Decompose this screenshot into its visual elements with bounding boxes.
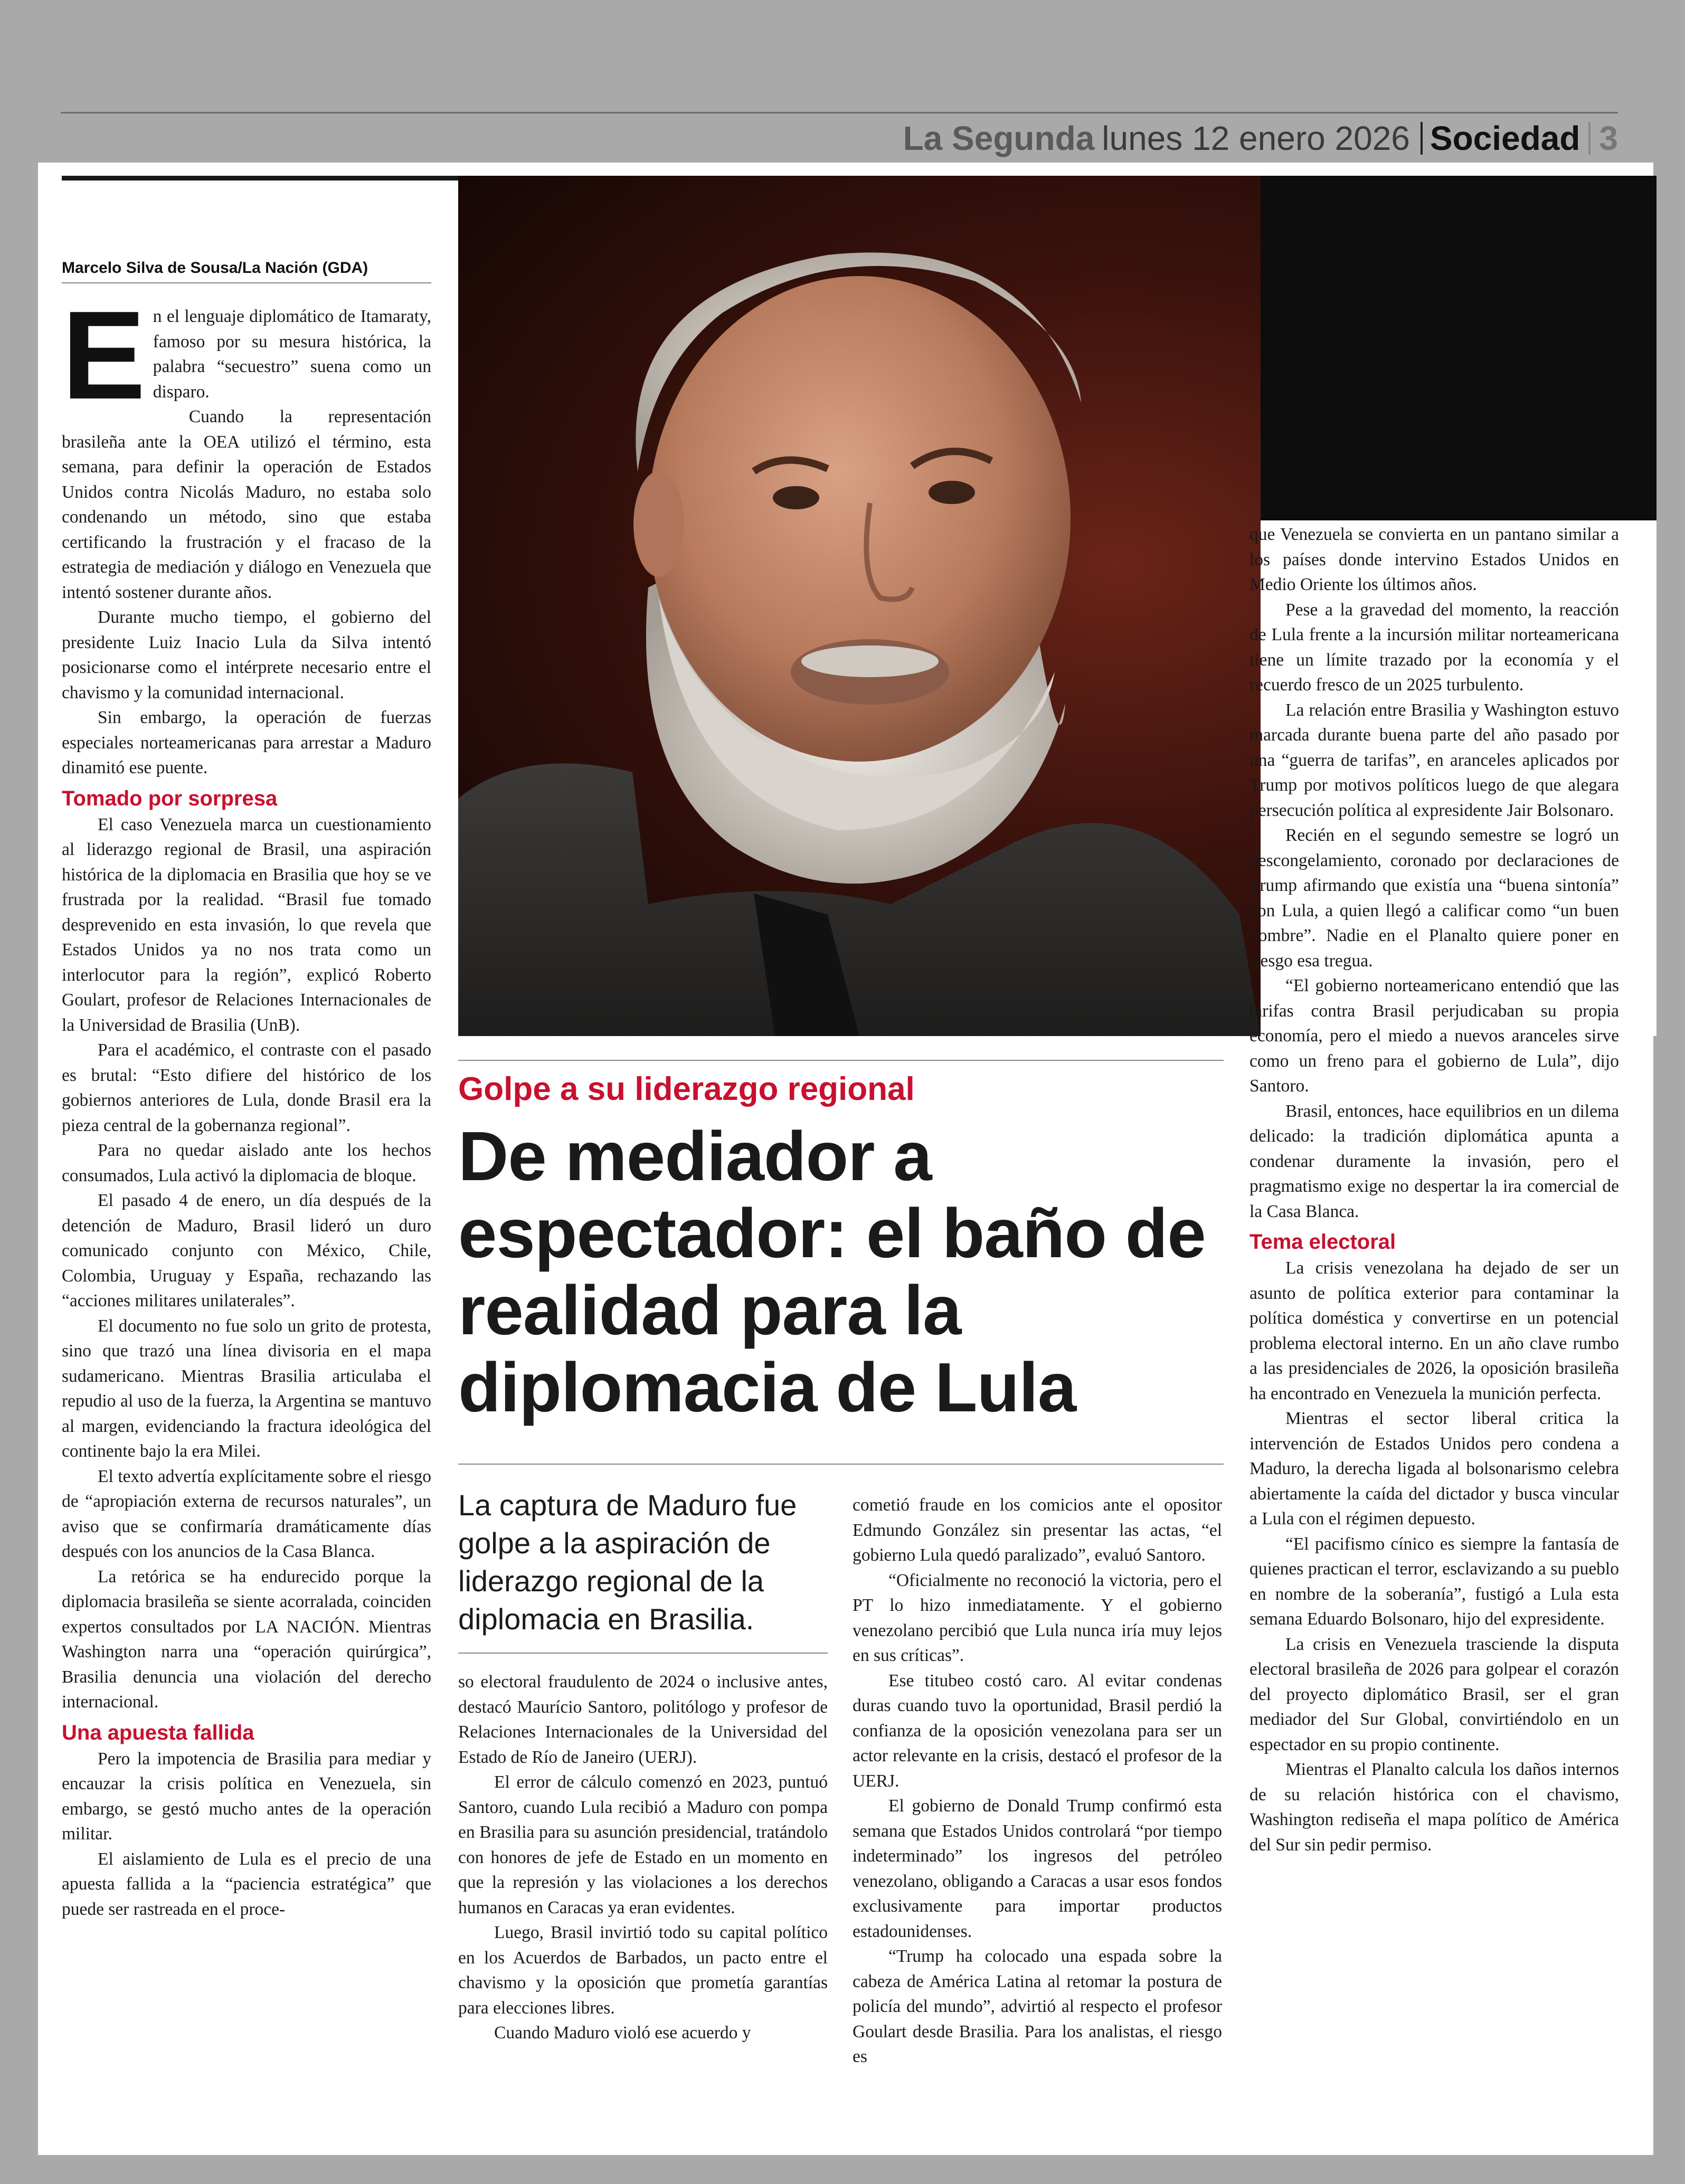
- paragraph: El documento no fue solo un grito de protesta, sino que trazó una línea divisoria en el mapa sudamericano. Mientras Brasilia articulaba el repudio al uso de la fuerza, la Argentina se mantuvo al margen, evidenciando la fractura ideológica del continente bajo la era Milei.: [62, 1316, 431, 1461]
- paragraph: Pese a la gravedad del momento, la reacción de Lula frente a la incursión militar norteamericana tiene un límite trazado por la economía y el recuerdo fresco de un 2025 turbulento.: [1249, 600, 1619, 695]
- kicker: Golpe a su liderazgo regional: [458, 1071, 915, 1107]
- paragraph: El error de cálculo comenzó en 2023, puntuó Santoro, cuando Lula recibió a Maduro con pompa en Brasilia para su asunción presidencial, tratándolo con honores de jefe de Estado en un momento en que la represión y las violaciones a los derechos humanos en Caracas ya eran evidentes.: [458, 1772, 828, 1917]
- deck: La captura de Maduro fue golpe a la aspiración de liderazgo regional de la diplomacia en Brasilia.: [458, 1488, 797, 1636]
- headline-rule-bottom: [458, 1464, 1224, 1465]
- paragraph: Pero la impotencia de Brasilia para mediar y encauzar la crisis política en Venezuela, sin embargo, se gestó mucho antes de la operación militar.: [62, 1749, 431, 1844]
- paragraph: que Venezuela se convierta en un pantano similar a los países donde intervino Estados Unidos en Medio Oriente los últimos años.: [1249, 525, 1619, 594]
- paragraph: Para el académico, el contraste con el pasado es brutal: “Esto difiere del histórico de los gobiernos anteriores de Lula, donde Brasil era la pieza central de la gobernanza regional”.: [62, 1040, 431, 1135]
- paragraph: El caso Venezuela marca un cuestionamiento al liderazgo regional de Brasil, una aspiración histórica de la diplomacia en Brasilia que hoy se ve frustrada por la realidad. “Brasil fue tomado desprevenido en esta invasión, lo que revela que Estados Unidos ya no nos trata como un interlocutor para la región”, explicó Roberto Goulart, profesor de Relaciones Internacionales de la Universidad de Brasilia (UnB).: [62, 814, 431, 1035]
- page-number: 3: [1599, 119, 1618, 157]
- paragraph: Ese titubeo costó caro. Al evitar condenas duras cuando tuvo la oportunidad, Brasil perdió la confianza de la oposición venezolana para ser un actor relevante en la crisis, destacó el profesor de la UERJ.: [853, 1670, 1222, 1791]
- paragraph: El aislamiento de Lula es el precio de una apuesta fallida a la “paciencia estratégica” que puede ser rastreada en el proce-: [62, 1849, 431, 1919]
- headline: De mediador a espectador: el baño de realidad para la diplomacia de Lula: [458, 1117, 1206, 1426]
- article-column-2: [458, 1669, 828, 2046]
- paragraph: La crisis en Venezuela trasciende la disputa electoral brasileña de 2026 para golpear el corazón del proyecto diplomático Brasil, ser el gran mediador del Sur Global, convirtiéndolo en un espectador en su propio continente.: [1249, 1634, 1619, 1754]
- paragraph: Mientras el sector liberal critica la intervención de Estados Unidos pero condena a Maduro, la derecha ligada al bolsonarismo celebra abiertamente la caída del dictador y busca vincular a Lula con el régimen depuesto.: [1249, 1409, 1619, 1528]
- paragraph-text: n el lenguaje diplomático de Itamaraty, famoso por su mesura histórica, la palabra “secuestro” suena como un disparo.: [153, 307, 431, 402]
- paragraph: Cuando Maduro violó ese acuerdo y: [494, 2023, 751, 2043]
- article-column-1: [62, 286, 431, 1922]
- paragraph: so electoral fraudulento de 2024 o inclusive antes, destacó Maurício Santoro, politólogo y profesor de Relaciones Internacionales de la Universidad del Estado de Río de Janeiro (UERJ).: [458, 1672, 828, 1767]
- paragraph: Sin embargo, la operación de fuerzas especiales norteamericanas para arrestar a Maduro dinamitó ese puente.: [62, 708, 431, 777]
- photo-dark-area: [1261, 176, 1656, 520]
- paragraph: Cuando la representación brasileña ante la OEA utilizó el término, esta semana, para definir la operación de Estados Unidos contra Nicolás Maduro, no estaba solo condenando un método, sino que estaba certificando la frustración y el fracaso de la estrategia de mediación y diálogo en Venezuela que intentó sostener durante años.: [62, 407, 431, 602]
- paragraph: Luego, Brasil invirtió todo su capital político en los Acuerdos de Barbados, un pacto entre el chavismo y la oposición que prometía garantías para elecciones libres.: [458, 1923, 828, 2018]
- paragraph: Para no quedar aislado ante los hechos consumados, Lula activó la diplomacia de bloque.: [62, 1141, 431, 1185]
- subheading: Una apuesta fallida: [62, 1721, 254, 1744]
- paragraph: “Trump ha colocado una espada sobre la cabeza de América Latina al retomar la postura de policía del mundo”, advirtió al respecto el profesor Goulart desde Brasilia. Para los analistas, el riesgo es: [853, 1946, 1222, 2066]
- issue-date: lunes 12 enero 2026: [1102, 119, 1410, 157]
- subheading: Tomado por sorpresa: [62, 786, 278, 810]
- headline-rule-top: [458, 1060, 1224, 1061]
- section-name: Sociedad: [1430, 119, 1580, 157]
- newspaper-page: [38, 163, 1653, 2155]
- folio-separator-2: [1588, 122, 1591, 155]
- paragraph: Durante mucho tiempo, el gobierno del presidente Luiz Inacio Lula da Silva intentó posicionarse como el intérprete necesario entre el chavismo y la comunidad internacional.: [62, 607, 431, 702]
- folio: [845, 117, 1618, 159]
- paragraph: cometió fraude en los comicios ante el opositor Edmundo González sin presentar las actas, “el gobierno Lula quedó paralizado”, evaluó Santoro.: [853, 1495, 1222, 1565]
- paragraph: La relación entre Brasilia y Washington estuvo marcada durante buena parte del año pasado por una “guerra de tarifas”, en aranceles aplicados por Trump por motivos políticos luego de que alegara persecución política al expresidente Jair Bolsonaro.: [1249, 700, 1619, 820]
- drop-cap: E: [62, 286, 146, 425]
- paragraph: La crisis venezolana ha dejado de ser un asunto de política exterior para contaminar la política doméstica y convertirse en un potencial problema electoral interno. En un año clave rumbo a las presidenciales de 2026, la oposición brasileña ha encontrado en Venezuela la munición perfecta.: [1249, 1258, 1619, 1403]
- publication-name: La Segunda: [903, 119, 1095, 157]
- paragraph: Mientras el Planalto calcula los daños internos de su relación histórica con el chavismo, Washington rediseña el mapa político de América del Sur sin pedir permiso.: [1249, 1760, 1619, 1855]
- paragraph: Brasil, entonces, hace equilibrios en un dilema delicado: la tradición diplomática apunta a condenar duramente la invasión, pero el pragmatismo exige no despertar la ira comercial de la Casa Blanca.: [1249, 1101, 1619, 1221]
- paragraph: “El gobierno norteamericano entendió que las tarifas contra Brasil perjudicaban su propia economía, pero el miedo a nuevos aranceles sirve como un freno para el gobierno de Lula”, dijo Santoro.: [1249, 976, 1619, 1096]
- article-column-3: [853, 1493, 1222, 2069]
- paragraph: El gobierno de Donald Trump confirmó esta semana que Estados Unidos controlará “por tiempo indeterminado” los ingresos del petróleo venezolano, obligando a Caracas a usar esos fondos exclusivamente para importar productos estadounidenses.: [853, 1796, 1222, 1941]
- article-column-4: [1249, 522, 1619, 1857]
- paragraph: “Oficialmente no reconoció la victoria, pero el PT lo hizo inmediatamente. Y el gobierno venezolano percibió que Lula nunca iría muy lejos en sus críticas”.: [853, 1570, 1222, 1665]
- folio-separator: [1421, 122, 1423, 155]
- byline: Marcelo Silva de Sousa/La Nación (GDA): [62, 259, 431, 283]
- paragraph: “El pacifismo cínico es siempre la fantasía de quienes practican el terror, esclavizando a su pueblo en nombre de la soberanía”, fustigó a Lula esta semana Eduardo Bolsonaro, hijo del expresidente.: [1249, 1534, 1619, 1629]
- header-rule: [61, 112, 1618, 113]
- paragraph: El pasado 4 de enero, un día después de la detención de Maduro, Brasil lideró un duro comunicado conjunto con México, Chile, Colombia, Uruguay y España, rechazando las “acciones militares unilaterales”.: [62, 1191, 431, 1311]
- paragraph: La retórica se ha endurecido porque la diplomacia brasileña se siente acorralada, coinciden expertos consultados por LA NACIÓN. Mientras Washington narra una “operación quirúrgica”, Brasilia denuncia una violación del derecho internacional.: [62, 1566, 431, 1712]
- subheading: Tema electoral: [1249, 1230, 1396, 1254]
- paragraph: El texto advertía explícitamente sobre el riesgo de “apropiación externa de recursos naturales”, un aviso que se confirmaría dramáticamente días después con los anuncios de la Casa Blanca.: [62, 1466, 431, 1561]
- paragraph: Recién en el segundo semestre se logró un descongelamiento, coronado por declaraciones de Trump afirmando que existía una “buena sintonía” con Lula, a quien llegó a calificar como “un buen hombre”. Nadie en el Planalto quiere poner en riesgo esa tregua.: [1249, 825, 1619, 971]
- column-top-rule: [62, 176, 495, 181]
- deck-rule: [458, 1653, 828, 1654]
- paragraph: [62, 286, 431, 425]
